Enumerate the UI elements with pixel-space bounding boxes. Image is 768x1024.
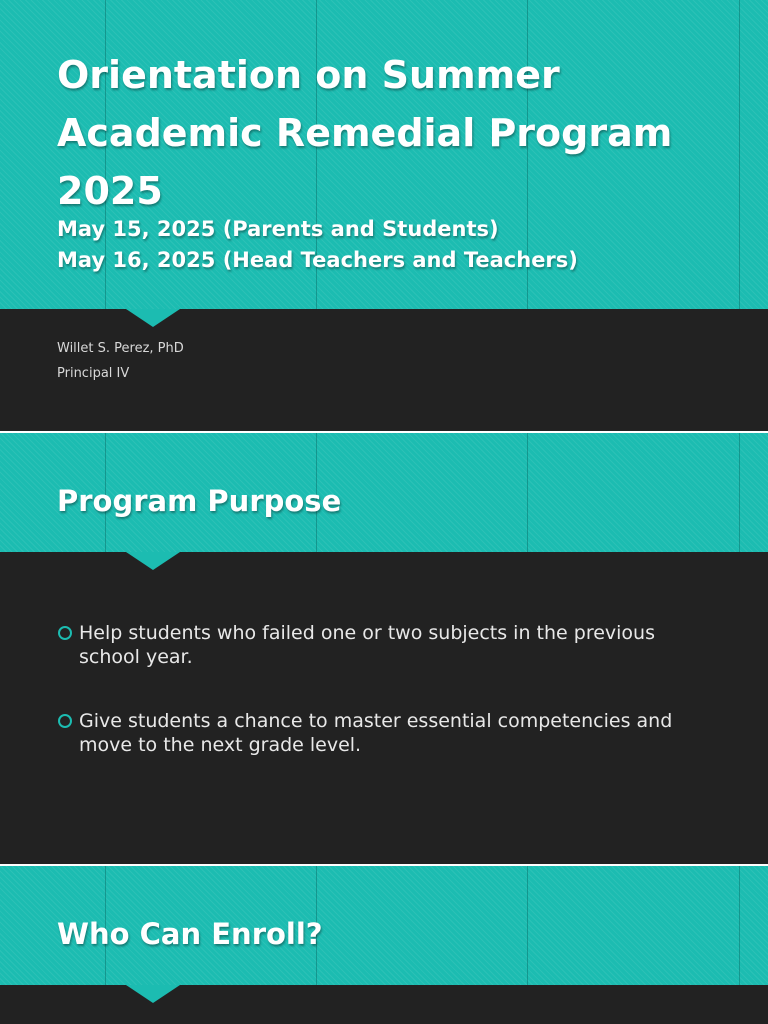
slide-heading: Program Purpose <box>57 484 342 518</box>
presentation-subtitle <box>57 214 578 276</box>
presenter-title: Principal IV <box>57 366 130 381</box>
content-panel <box>0 985 768 1024</box>
presentation-title <box>57 46 672 220</box>
purpose-list <box>58 621 718 797</box>
subtitle-line: May 15, 2025 (Parents and Students) <box>57 217 499 241</box>
title-line: 2025 <box>57 169 163 213</box>
title-line: Orientation on Summer <box>57 53 560 97</box>
presenter-name: Willet S. Perez, PhD <box>57 341 184 356</box>
content-panel <box>0 552 768 864</box>
title-banner <box>0 866 768 985</box>
circle-bullet-icon <box>58 626 72 640</box>
banner-notch <box>126 309 180 327</box>
circle-bullet-icon <box>58 714 72 728</box>
list-item <box>58 621 718 669</box>
title-line: Academic Remedial Program <box>57 111 673 155</box>
title-banner <box>0 0 768 309</box>
subtitle-line: May 16, 2025 (Head Teachers and Teachers) <box>57 248 578 272</box>
list-item-text: Give students a chance to master essential competencies and move to the next grade level. <box>79 710 673 756</box>
slide-heading: Who Can Enroll? <box>57 917 323 951</box>
presenter-panel <box>0 309 768 431</box>
slide-who-can-enroll <box>0 866 768 1024</box>
slide-title <box>0 0 768 431</box>
slide-program-purpose <box>0 433 768 864</box>
list-item-text: Help students who failed one or two subjects in the previous school year. <box>79 622 655 668</box>
title-banner <box>0 433 768 552</box>
banner-notch <box>126 552 180 570</box>
banner-notch <box>126 985 180 1003</box>
list-item <box>58 709 718 757</box>
